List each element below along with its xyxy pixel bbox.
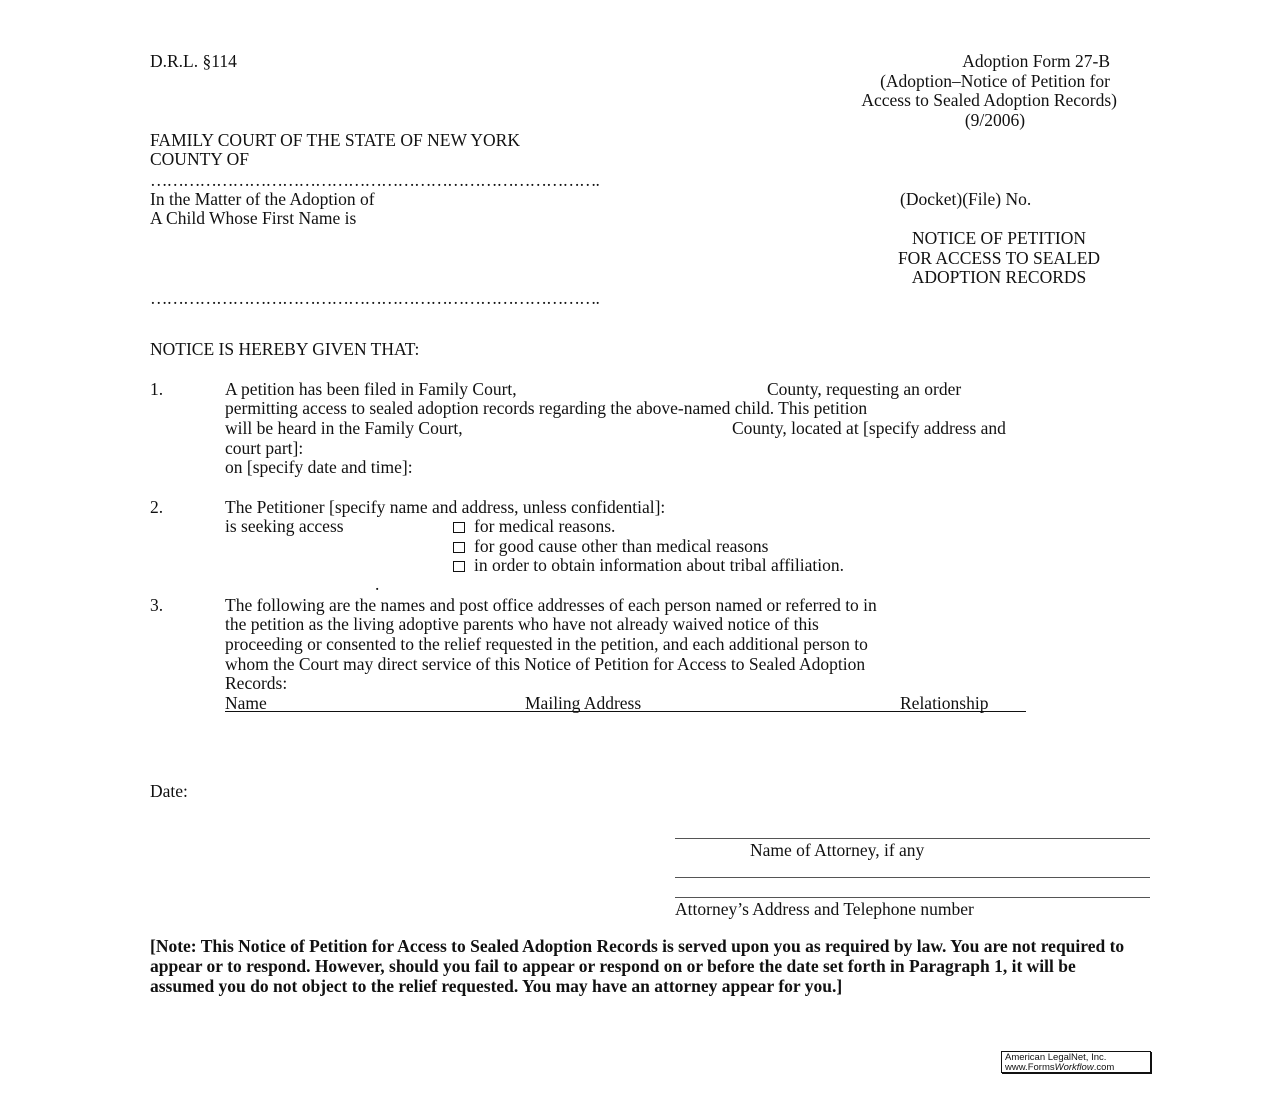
checkbox-option-tribal[interactable]: in order to obtain information about tribal affiliation.: [453, 555, 844, 575]
paragraph1-text: A petition has been filed in Family Court,: [225, 379, 517, 399]
document-title-line: NOTICE OF PETITION: [911, 228, 1086, 248]
child-first-name-line: A Child Whose First Name is: [150, 208, 357, 228]
attorney-address-label: Attorney’s Address and Telephone number: [675, 899, 974, 919]
checkbox-option-good-cause[interactable]: for good cause other than medical reasons: [453, 536, 768, 556]
paragraph3-text: proceeding or consented to the relief requested in the petition, and each additional person to: [225, 634, 868, 654]
paragraph3-text: Records:: [225, 673, 288, 693]
form-title-line: (Adoption–Notice of Petition for: [880, 71, 1110, 91]
caption-dotted-line-bottom: ……………………………………………………………………….: [150, 288, 599, 308]
form-title-line: Access to Sealed Adoption Records): [861, 90, 1117, 110]
notice-intro: NOTICE IS HEREBY GIVEN THAT:: [150, 339, 420, 359]
paragraph3-text: the petition as the living adoptive parents who have not already waived notice of this: [225, 614, 819, 634]
date-label: Date:: [150, 781, 188, 801]
legal-note: [Note: This Notice of Petition for Access to Sealed Adoption Records is served upon you as required by law. You are not required to appear or to respond. However, should you fail to appear or respond on or before the date set forth in Paragraph 1, it will be assumed you do not object to the relief requested. You may have an attorney appear for you.]: [150, 936, 1125, 996]
seeking-access-label: is seeking access: [225, 516, 344, 536]
attorney-phone-line: [675, 897, 1150, 898]
matter-line: In the Matter of the Adoption of: [150, 189, 375, 209]
county-label: COUNTY OF: [150, 149, 250, 169]
publisher-badge: [1001, 1051, 1151, 1073]
paragraph3-text: The following are the names and post office addresses of each person named or referred to in: [225, 595, 877, 615]
attorney-name-label: Name of Attorney, if any: [750, 840, 925, 860]
court-name: FAMILY COURT OF THE STATE OF NEW YORK: [150, 130, 520, 150]
attorney-address-line: [675, 877, 1150, 878]
paragraph1-text: County, located at [specify address and: [732, 418, 1006, 438]
form-revision-date: (9/2006): [964, 110, 1026, 130]
document-title-line: FOR ACCESS TO SEALED: [897, 248, 1101, 268]
column-header-underline: [225, 711, 1026, 712]
paragraph3-text: whom the Court may direct service of this Notice of Petition for Access to Sealed Adoption: [225, 654, 866, 674]
paragraph1-text: permitting access to sealed adoption records regarding the above-named child. This petition: [225, 398, 868, 418]
paragraph-number: 2.: [150, 497, 164, 517]
paragraph1-text: will be heard in the Family Court,: [225, 418, 463, 438]
column-header-name: Name: [225, 693, 267, 713]
attorney-name-line: [675, 838, 1150, 839]
publisher-url: www.FormsWorkflow.com: [1005, 1062, 1115, 1073]
paragraph-number: 1.: [150, 379, 164, 399]
docket-number-label: (Docket)(File) No.: [900, 189, 1032, 209]
column-header-mailing-address: Mailing Address: [525, 693, 642, 713]
checkbox-icon[interactable]: [453, 561, 465, 572]
stray-dot: .: [375, 574, 380, 594]
form-number: Adoption Form 27-B: [962, 51, 1110, 71]
checkbox-icon[interactable]: [453, 522, 465, 533]
paragraph1-text: County, requesting an order: [767, 379, 962, 399]
column-header-relationship: Relationship: [900, 693, 989, 713]
caption-dotted-line-top: ……………………………………………………………………….: [150, 170, 599, 190]
publisher-name: American LegalNet, Inc.: [1005, 1052, 1107, 1063]
checkbox-option-medical[interactable]: for medical reasons.: [453, 516, 615, 536]
document-title-line: ADOPTION RECORDS: [911, 267, 1087, 287]
hearing-date-label: on [specify date and time]:: [225, 457, 413, 477]
checkbox-icon[interactable]: [453, 542, 465, 553]
paragraph-number: 3.: [150, 595, 164, 615]
statute-reference: D.R.L. §114: [150, 51, 237, 71]
paragraph1-text: court part]:: [225, 438, 304, 458]
petitioner-label: The Petitioner [specify name and address, unless confidential]:: [225, 497, 666, 517]
